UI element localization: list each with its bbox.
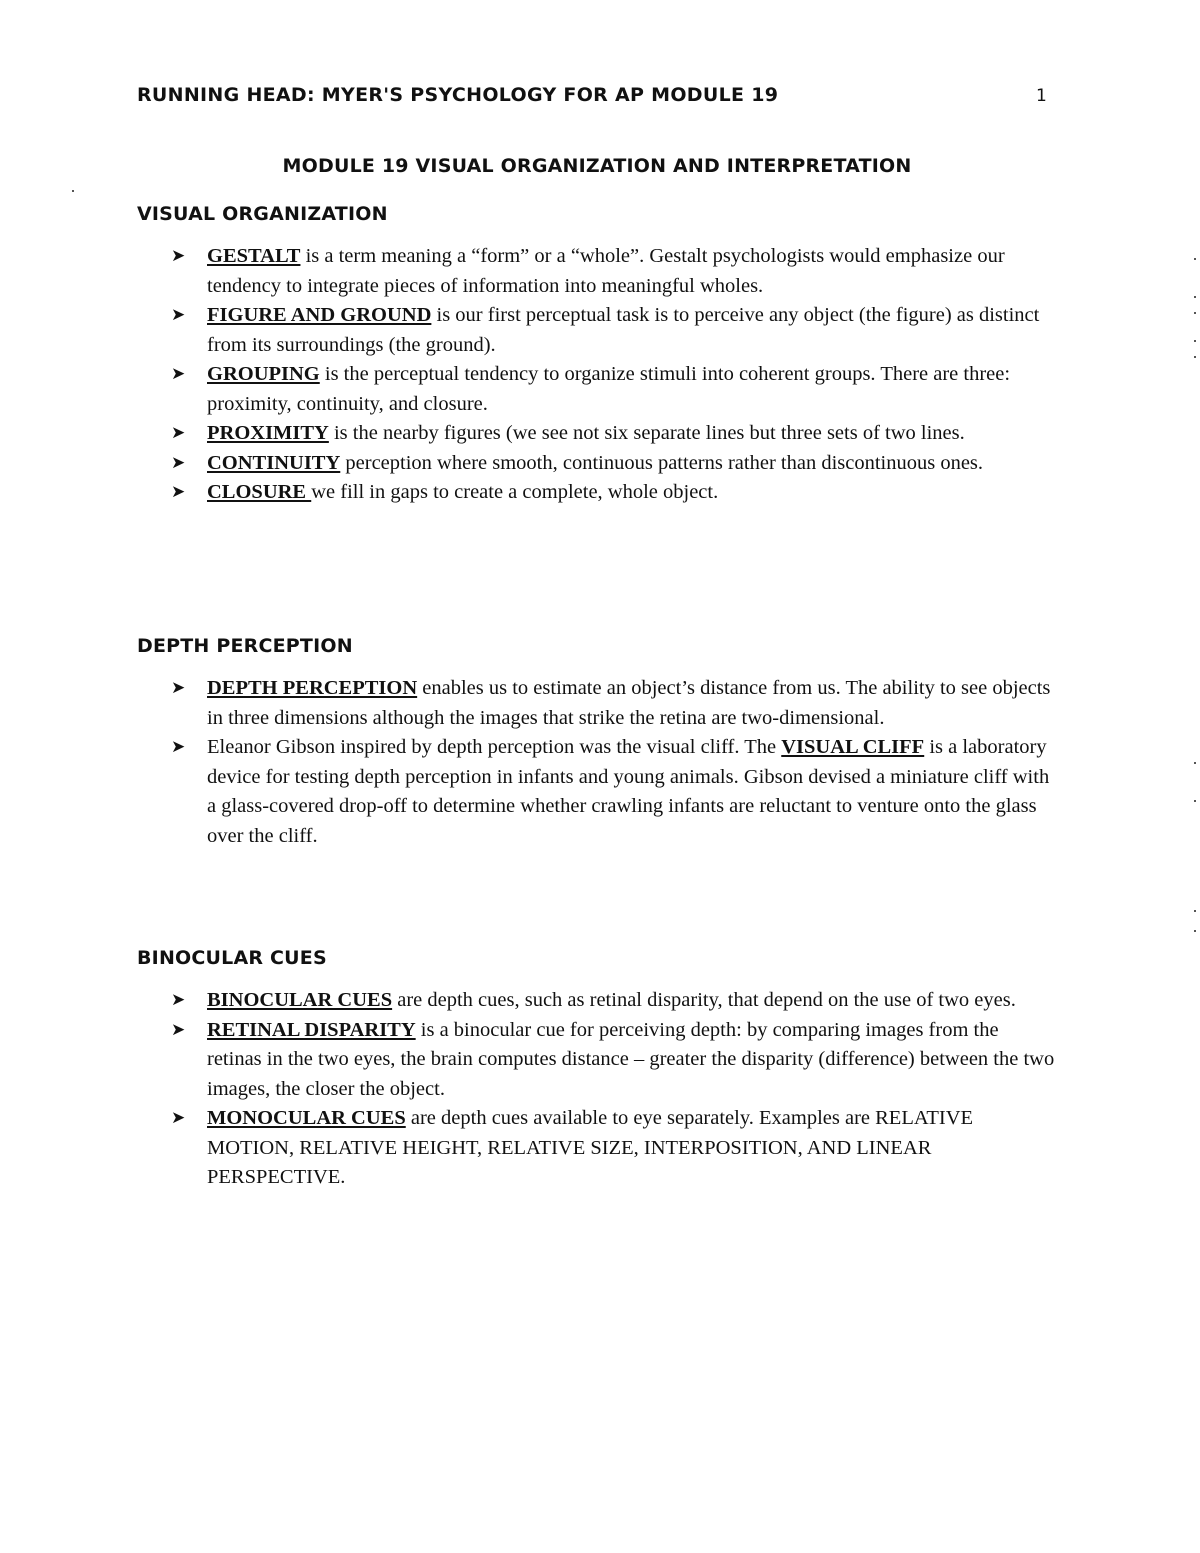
list-item [137, 242, 1057, 301]
section-heading: VISUAL ORGANIZATION [137, 203, 388, 225]
definition: perception where smooth, continuous patterns rather than discontinuous ones. [340, 451, 984, 474]
definition: is our first perceptual task is to perceive any object (the figure) as distinct from its surroundings (the ground). [207, 304, 1040, 356]
list-item [137, 478, 1057, 508]
arrow-bullet-icon: ➤ [171, 452, 186, 473]
definition: we fill in gaps to create a complete, whole object. [311, 481, 719, 503]
term: CONTINUITY [207, 451, 341, 474]
term: MONOCULAR CUES [207, 1107, 406, 1129]
arrow-bullet-icon: ➤ [171, 737, 186, 757]
list-item [137, 733, 1057, 851]
term: BINOCULAR CUES [207, 989, 393, 1011]
scan-artifact [1194, 762, 1196, 764]
arrow-bullet-icon: ➤ [171, 246, 186, 266]
arrow-bullet-icon: ➤ [171, 1108, 186, 1128]
term: GROUPING [207, 363, 320, 385]
arrow-bullet-icon: ➤ [171, 364, 186, 384]
definition: are depth cues available to eye separately. Examples are RELATIVE MOTION, RELATIVE HEIGHT, RELATIVE SIZE, INTERPOSITION, AND LINEAR PERSPECTIVE. [207, 1107, 974, 1188]
list-item [137, 1104, 1057, 1193]
arrow-bullet-icon: ➤ [171, 1019, 186, 1040]
term: RETINAL DISPARITY [207, 1018, 416, 1041]
term: DEPTH PERCEPTION [207, 677, 418, 699]
arrow-bullet-icon: ➤ [171, 423, 186, 443]
scan-artifact [1194, 340, 1196, 342]
section-visual-organization [137, 200, 1057, 508]
list-item [137, 360, 1057, 419]
scan-artifact [1194, 800, 1196, 802]
list-item [137, 674, 1057, 733]
scan-artifact [1194, 910, 1196, 912]
term: GESTALT [207, 245, 301, 267]
arrow-bullet-icon: ➤ [171, 990, 186, 1010]
list-item [137, 986, 1057, 1016]
running-head: RUNNING HEAD: MYER'S PSYCHOLOGY FOR AP MODULE 19 [137, 84, 779, 106]
list-item [137, 301, 1057, 360]
list-item [137, 419, 1057, 449]
bullet-list [137, 986, 1057, 1193]
scan-artifact [1194, 930, 1196, 932]
term: PROXIMITY [207, 422, 329, 444]
scan-artifact [1194, 356, 1196, 358]
definition: is the perceptual tendency to organize stimuli into coherent groups. There are three: proximity, continuity, and closure. [207, 363, 1011, 415]
intro-text: Eleanor Gibson inspired by depth perception was the visual cliff. The [207, 736, 782, 758]
arrow-bullet-icon: ➤ [171, 678, 186, 698]
bullet-list [137, 242, 1057, 508]
scan-artifact [72, 190, 74, 192]
term: VISUAL CLIFF [781, 736, 925, 758]
term: CLOSURE [207, 481, 312, 503]
section-binocular-cues [137, 944, 1057, 1193]
page-number: 1 [1036, 86, 1047, 106]
scan-artifact [1194, 296, 1196, 298]
section-depth-perception [137, 632, 1057, 851]
scan-artifact [1194, 312, 1196, 314]
definition: is a term meaning a “form” or a “whole”. Gestalt psychologists would emphasize our tendency to integrate pieces of information into meaningful wholes. [207, 245, 1005, 297]
definition: enables us to estimate an object’s distance from us. The ability to see objects in three dimensions although the images that strike the retina are two-dimensional. [207, 677, 1051, 729]
definition: is the nearby figures (we see not six separate lines but three sets of two lines. [328, 422, 965, 444]
term: FIGURE AND GROUND [207, 304, 432, 326]
scan-artifact [1194, 258, 1196, 260]
section-heading: BINOCULAR CUES [137, 947, 327, 969]
definition: is a laboratory device for testing depth perception in infants and young animals. Gibson devised a miniature cliff with a glass-covered drop-off to determine whether crawling infants are reluctant to venture onto the glass over the cliff. [207, 736, 1050, 847]
document-title: MODULE 19 VISUAL ORGANIZATION AND INTERPRETATION [282, 155, 912, 177]
arrow-bullet-icon: ➤ [171, 482, 186, 502]
arrow-bullet-icon: ➤ [171, 305, 186, 325]
list-item [137, 449, 1057, 479]
section-heading: DEPTH PERCEPTION [137, 635, 353, 657]
definition: are depth cues, such as retinal disparity, that depend on the use of two eyes. [392, 989, 1016, 1011]
list-item [137, 1016, 1057, 1105]
bullet-list [137, 674, 1057, 851]
definition: is a binocular cue for perceiving depth: by comparing images from the retinas in the two eyes, the brain computes distance – greater the disparity (difference) between the two images, the closer the object. [207, 1018, 1055, 1100]
